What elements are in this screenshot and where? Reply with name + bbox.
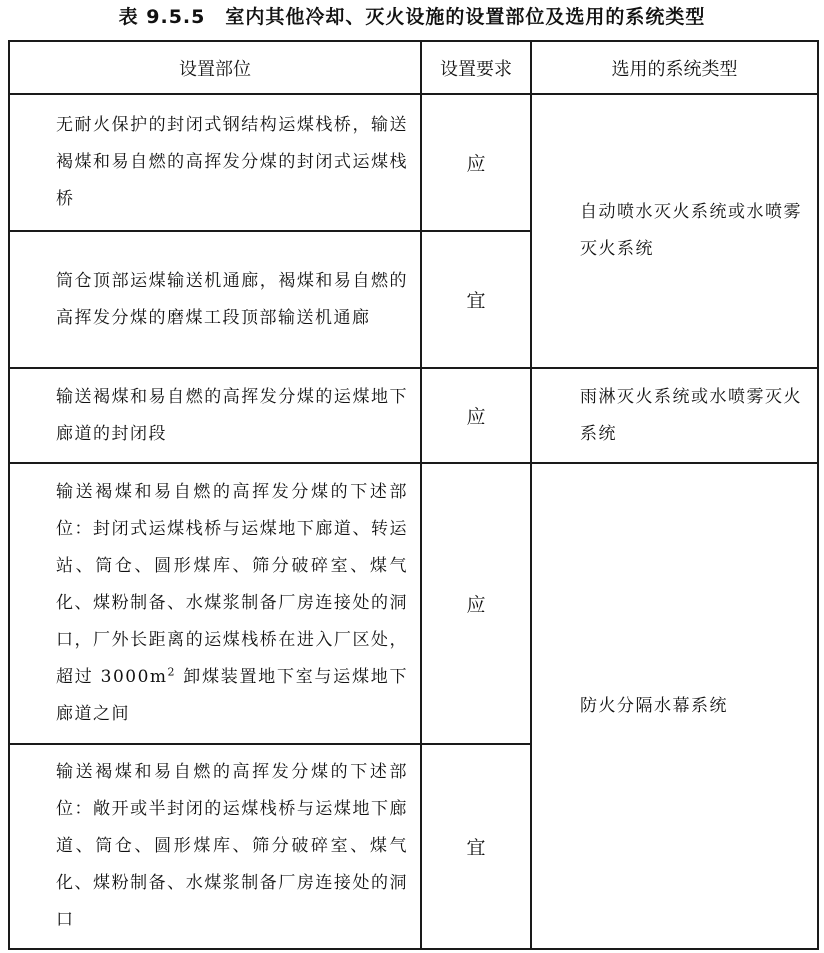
- table-title: 表 9.5.5 室内其他冷却、灭火设施的设置部位及选用的系统类型: [118, 6, 706, 28]
- system-text: 自动喷水灭火系统或水喷雾灭火系统: [580, 202, 802, 259]
- system-cell: [531, 94, 818, 368]
- system-cell: [531, 368, 818, 463]
- location-text-part: 卸煤装置地下室与运煤地下廊道之间: [56, 667, 408, 724]
- location-text: 输送褐煤和易自燃的高挥发分煤的运煤地下廊道的封闭段: [56, 386, 408, 444]
- location-text: 筒仓顶部运煤输送机通廊，褐煤和易自燃的高挥发分煤的磨煤工段顶部输送机通廊: [56, 270, 408, 328]
- table-row: [9, 463, 818, 744]
- table-row: [9, 368, 818, 463]
- location-cell: [9, 94, 421, 231]
- area-unit-superscript: 2: [167, 665, 177, 679]
- requirement-cell: 应: [421, 94, 531, 231]
- system-text: 防火分隔水幕系统: [580, 695, 728, 716]
- header-location: 设置部位: [9, 41, 421, 94]
- location-cell: [9, 368, 421, 463]
- requirement-cell: 应: [421, 463, 531, 744]
- requirement-cell: 宜: [421, 744, 531, 949]
- location-cell: [9, 463, 421, 744]
- spec-table: [8, 40, 819, 950]
- table-row: [9, 94, 818, 231]
- requirement-cell: 应: [421, 368, 531, 463]
- location-text: 无耐火保护的封闭式钢结构运煤栈桥，输送褐煤和易自燃的高挥发分煤的封闭式运煤栈桥: [56, 115, 408, 209]
- header-requirement: 设置要求: [421, 41, 531, 94]
- header-system: 选用的系统类型: [531, 41, 818, 94]
- location-text: [22, 474, 408, 733]
- location-cell: [9, 744, 421, 949]
- header-row: [9, 41, 818, 94]
- location-cell: [9, 231, 421, 368]
- requirement-cell: 宜: [421, 231, 531, 368]
- system-cell: [531, 463, 818, 949]
- system-text: 雨淋灭火系统或水喷雾灭火系统: [580, 386, 802, 444]
- location-text: 输送褐煤和易自燃的高挥发分煤的下述部位：敞开或半封闭的运煤栈桥与运煤地下廊道、筒仓、圆形煤库、筛分破碎室、煤气化、煤粉制备、水煤浆制备厂房连接处的洞口: [56, 762, 408, 930]
- location-text-part: 输送褐煤和易自燃的高挥发分煤的下述部位：封闭式运煤栈桥与运煤地下廊道、转运站、筒仓、圆形煤库、筛分破碎室、煤气化、煤粉制备、水煤浆制备厂房连接处的洞口，厂外长距离的运煤栈桥在进入厂区处，超过 3000m: [56, 482, 408, 687]
